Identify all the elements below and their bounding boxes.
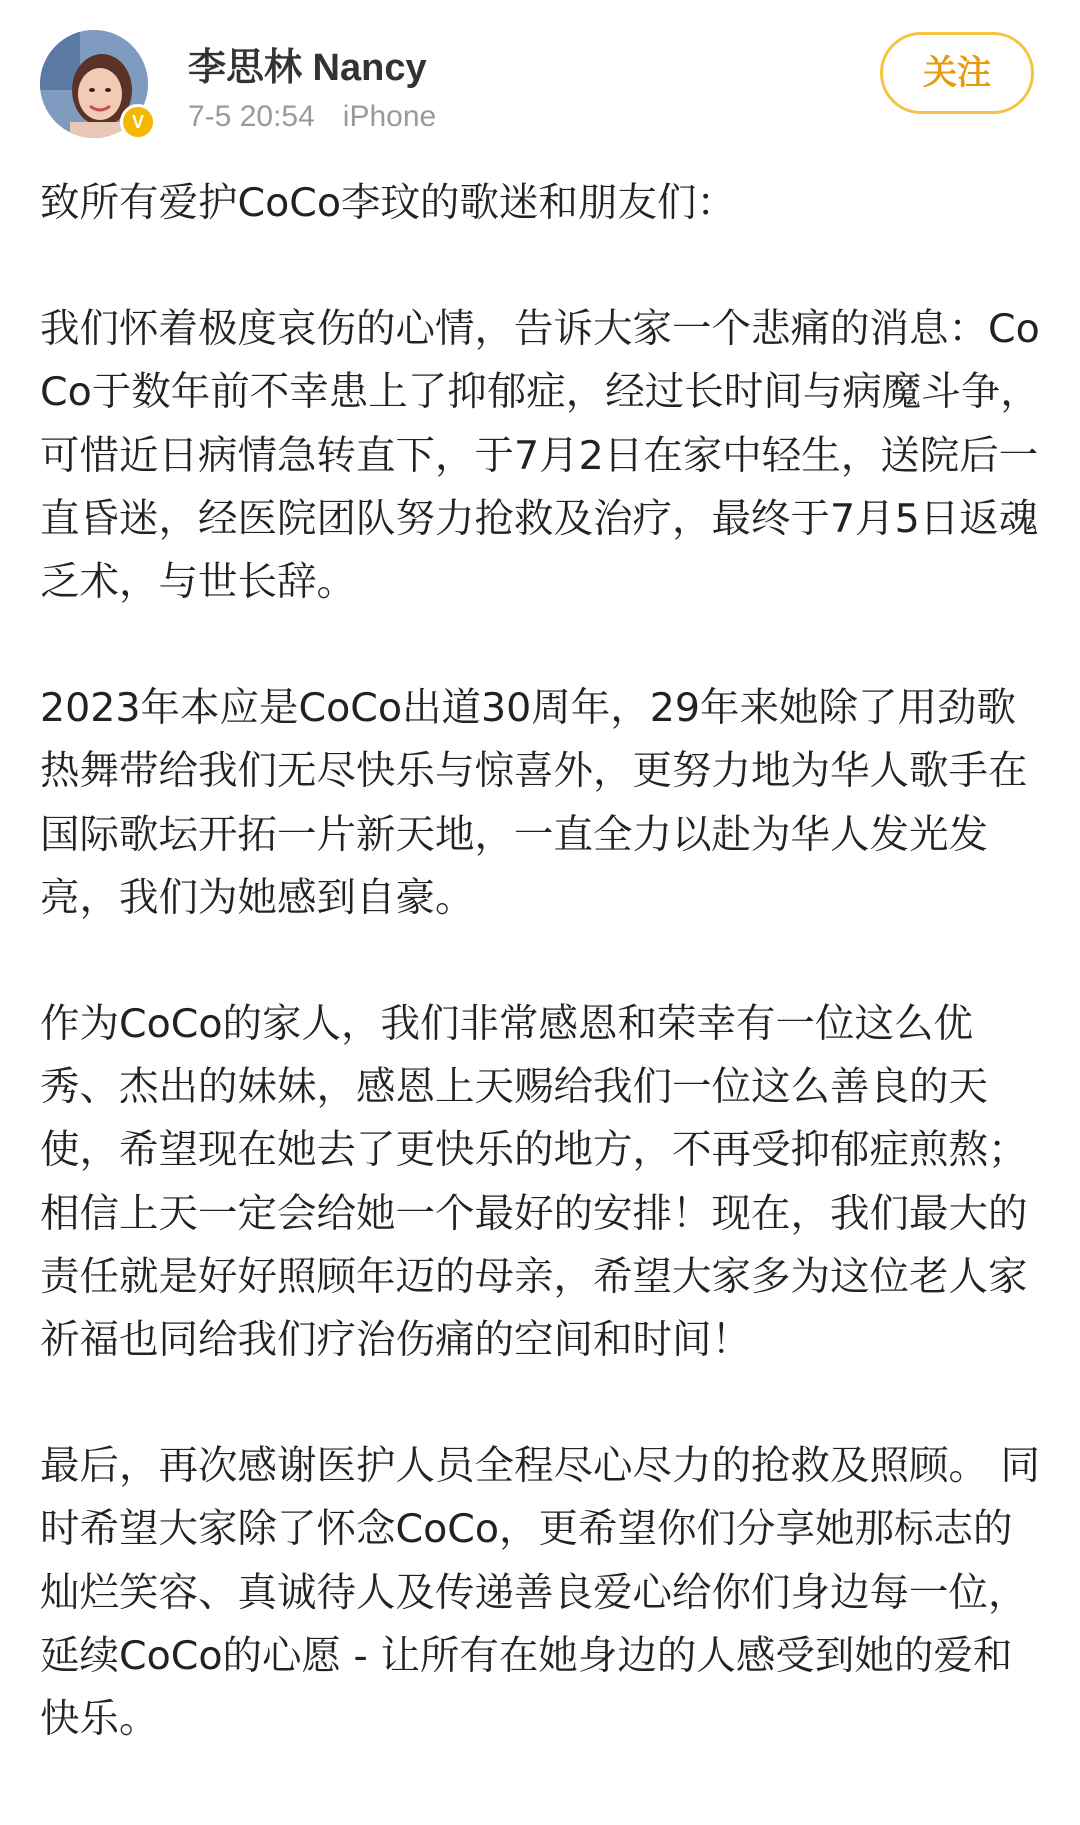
post-device: iPhone: [342, 100, 437, 133]
author-name[interactable]: 李思林 Nancy: [188, 47, 427, 89]
post-header: [0, 0, 1080, 150]
post-paragraph: 最后，再次感谢医护人员全程尽心尽力的抢救及照顾。 同时希望大家除了怀念CoCo，更希望你们分享她那标志的灿烂笑容、真诚待人及传递善良爱心给你们身边每一位，延续CoCo的心愿 - 让所有在她身边的人感受到她的爱和快乐。: [40, 1443, 1041, 1743]
post-body: [40, 172, 1050, 1751]
post-paragraph: 作为CoCo的家人，我们非常感恩和荣幸有一位这么优秀、杰出的妹妹，感恩上天赐给我们一位这么善良的天使，希望现在她去了更快乐的地方，不再受抑郁症煎熬；相信上天一定会给她一个最好的安排！现在，我们最大的责任就是好好照顾年迈的母亲，希望大家多为这位老人家祈福也同给我们疗治伤痛的空间和时间！: [40, 1001, 1028, 1364]
post-paragraph: 致所有爱护CoCo李玟的歌迷和朋友们：: [40, 180, 736, 226]
post-paragraph: 2023年本应是CoCo出道30周年，29年来她除了用劲歌热舞带给我们无尽快乐与惊喜外，更努力地为华人歌手在国际歌坛开拓一片新天地，一直全力以赴为华人发光发亮，我们为她感到自豪。: [40, 685, 1028, 921]
post-meta: [188, 100, 436, 134]
verified-badge-icon: V: [120, 104, 156, 140]
post-timestamp: 7-5 20:54: [188, 100, 315, 133]
post-paragraph: 我们怀着极度哀伤的心情，告诉大家一个悲痛的消息：CoCo于数年前不幸患上了抑郁症，经过长时间与病魔斗争，可惜近日病情急转直下，于7月2日在家中轻生，送院后一直昏迷，经医院团队努力抢救及治疗，最终于7月5日返魂乏术，与世长辞。: [40, 306, 1040, 606]
follow-button[interactable]: 关注: [880, 32, 1034, 114]
